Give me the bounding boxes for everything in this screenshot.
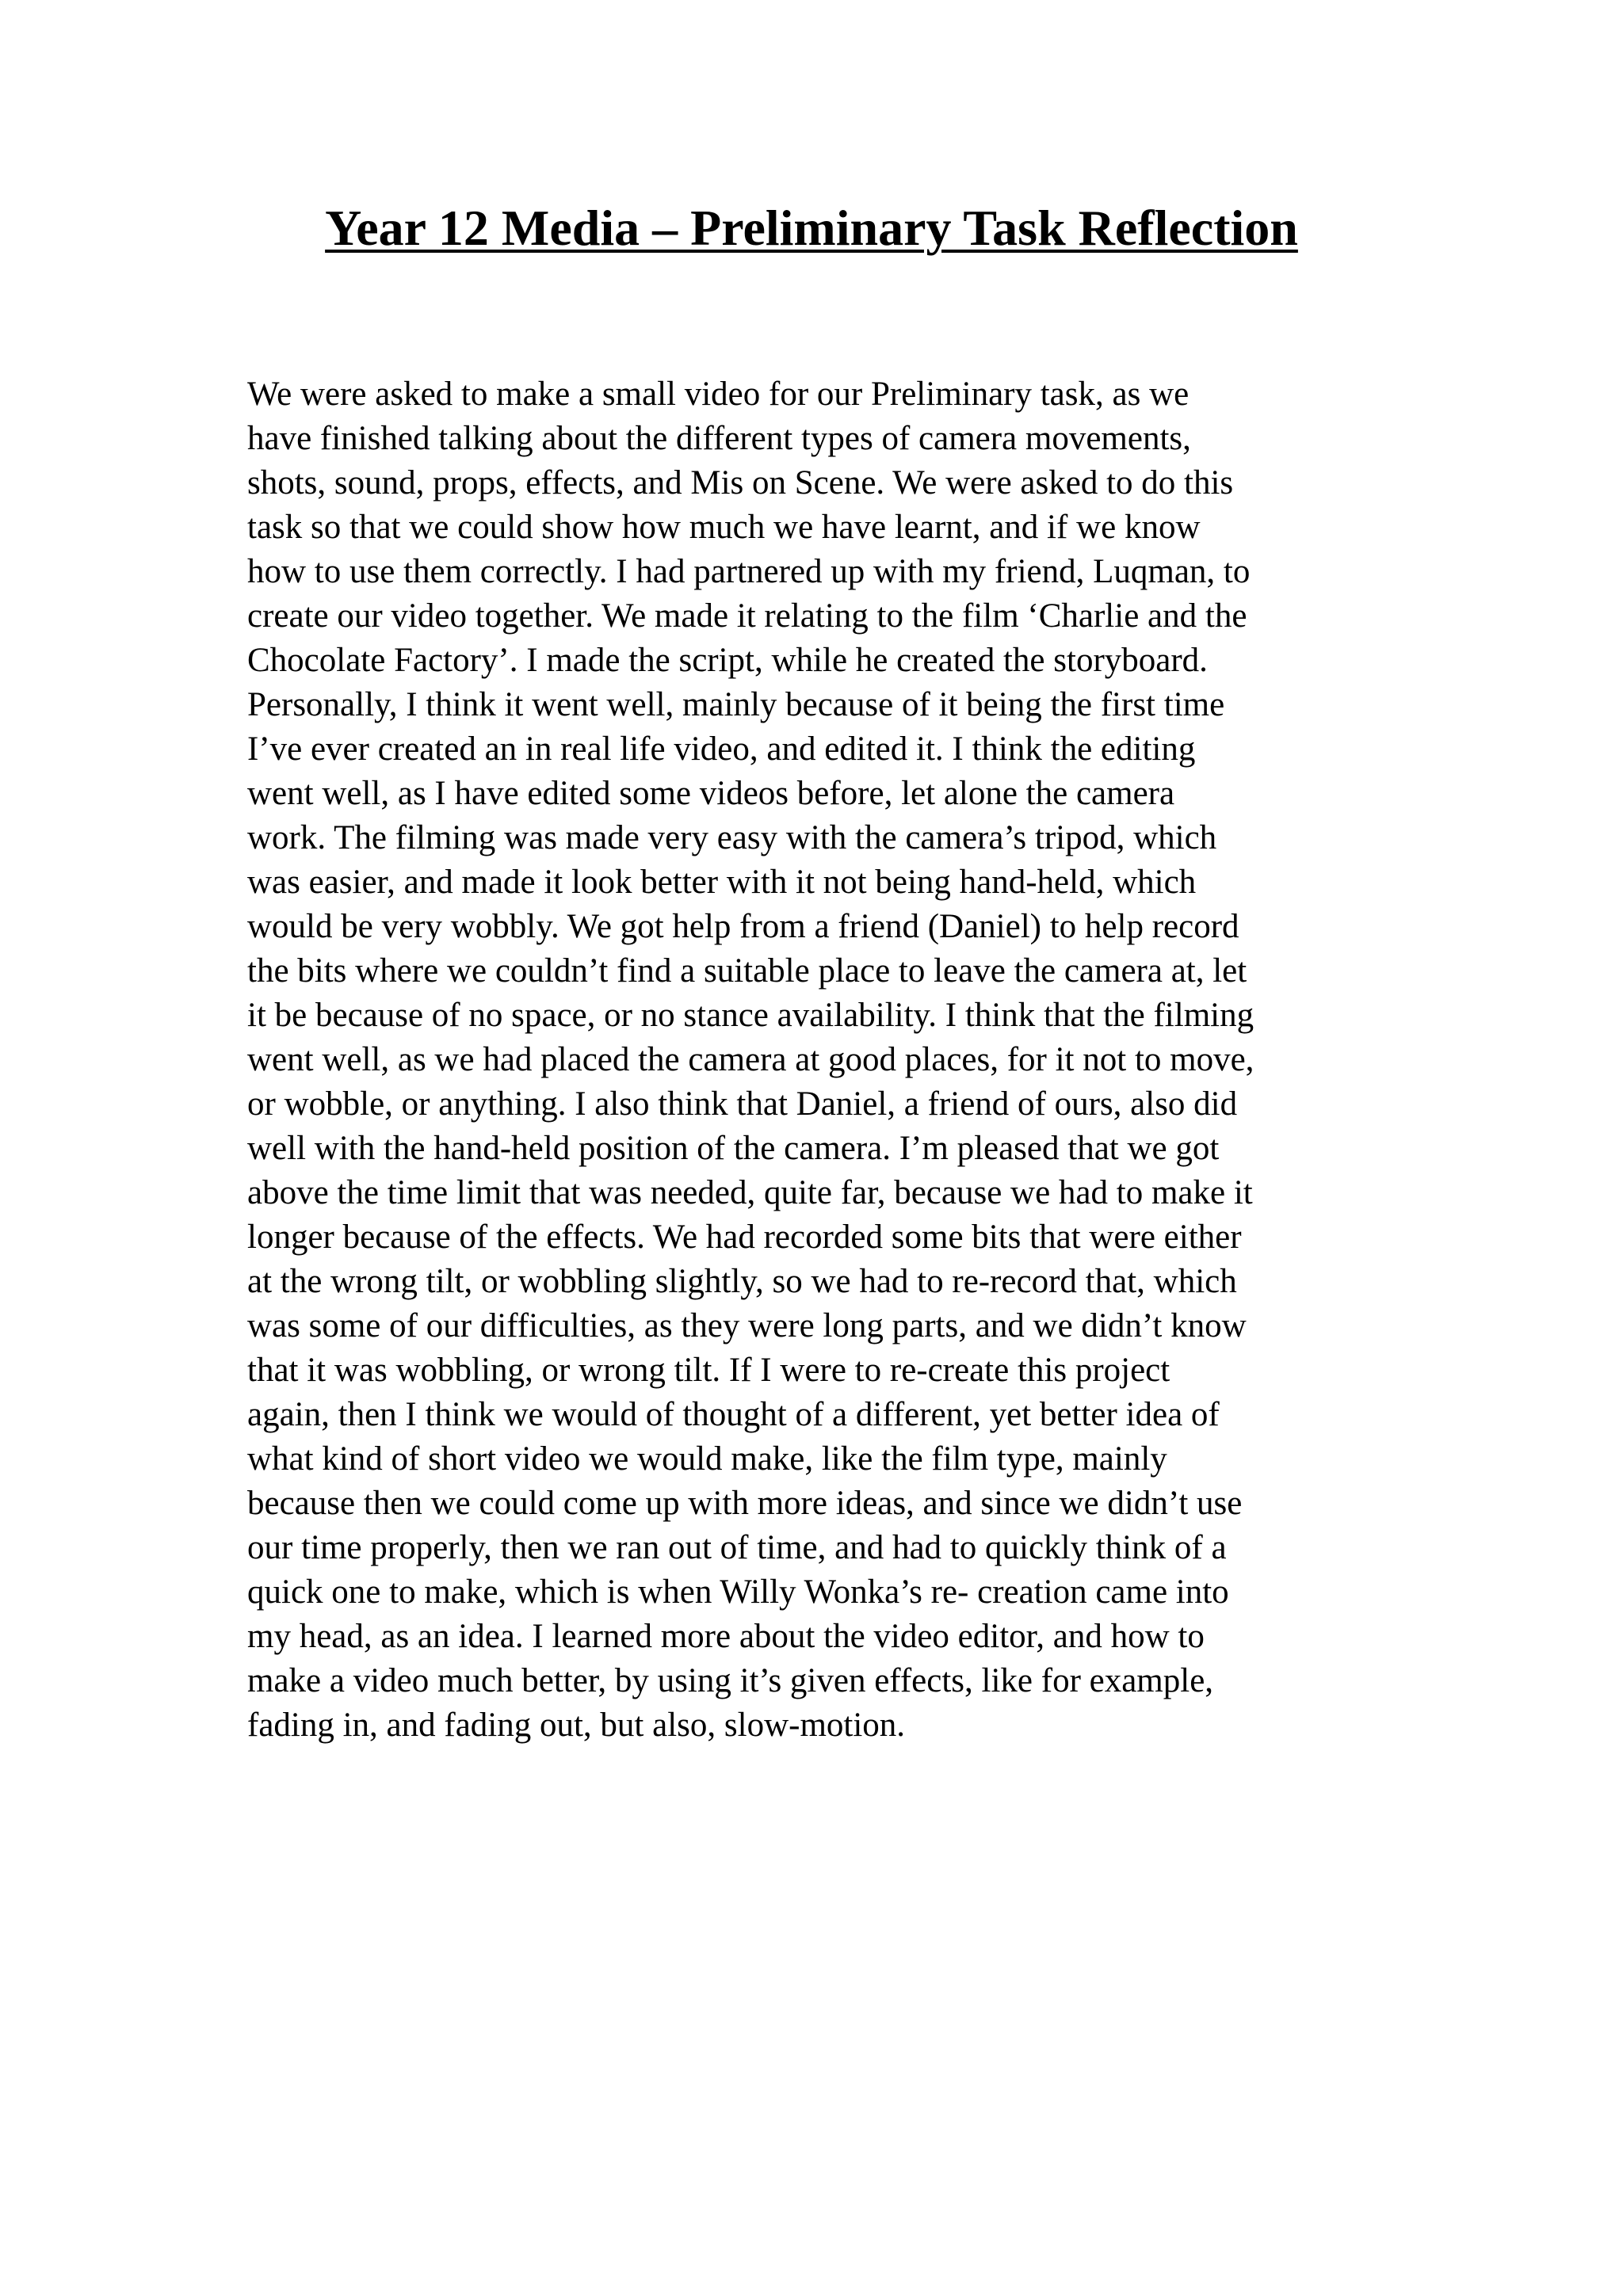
paragraph-line: again, then I think we would of thought of a different, yet better idea of [247,1396,1220,1433]
paragraph-line: above the time limit that was needed, quite far, because we had to make it [247,1174,1253,1211]
paragraph-line: have finished talking about the different types of camera movements, [247,420,1191,457]
paragraph-line: or wobble, or anything. I also think that Daniel, a friend of ours, also did [247,1085,1238,1123]
paragraph-line: quick one to make, which is when Willy Wonka’s re- creation came into [247,1573,1229,1611]
paragraph-line: the bits where we couldn’t find a suitable place to leave the camera at, let [247,952,1247,990]
reflection-paragraph [247,372,1404,1748]
paragraph-line: at the wrong tilt, or wobbling slightly, so we had to re-record that, which [247,1263,1237,1300]
paragraph-line: I’ve ever created an in real life video, and edited it. I think the editing [247,730,1196,768]
paragraph-line: Personally, I think it went well, mainly because of it being the first time [247,686,1225,723]
paragraph-line: We were asked to make a small video for our Preliminary task, as we [247,376,1190,413]
paragraph-line: it be because of no space, or no stance availability. I think that the filming [247,997,1254,1034]
paragraph-line: fading in, and fading out, but also, slow-motion. [247,1707,906,1744]
paragraph-line: my head, as an idea. I learned more about the video editor, and how to [247,1618,1205,1655]
paragraph-line: create our video together. We made it relating to the film ‘Charlie and the [247,597,1247,635]
paragraph-line: Chocolate Factory’. I made the script, while he created the storyboard. [247,642,1208,679]
paragraph-line: make a video much better, by using it’s given effects, like for example, [247,1662,1214,1699]
paragraph-line: longer because of the effects. We had recorded some bits that were either [247,1219,1242,1256]
paragraph-line: went well, as I have edited some videos before, let alone the camera [247,775,1175,812]
paragraph-line: that it was wobbling, or wrong tilt. If I were to re-create this project [247,1352,1170,1389]
paragraph-line: task so that we could show how much we have learnt, and if we know [247,509,1201,546]
paragraph-line: went well, as we had placed the camera at good places, for it not to move, [247,1041,1254,1078]
paragraph-line: what kind of short video we would make, like the film type, mainly [247,1440,1167,1478]
paragraph-line: well with the hand-held position of the camera. I’m pleased that we got [247,1130,1220,1167]
document-title: Year 12 Media – Preliminary Task Reflection [325,200,1298,256]
paragraph-line: our time properly, then we ran out of time, and had to quickly think of a [247,1529,1227,1566]
paragraph-line: would be very wobbly. We got help from a friend (Daniel) to help record [247,908,1239,945]
paragraph-line: was some of our difficulties, as they were long parts, and we didn’t know [247,1307,1247,1344]
paragraph-line: was easier, and made it look better with it not being hand-held, which [247,864,1197,901]
paragraph-line: shots, sound, props, effects, and Mis on Scene. We were asked to do this [247,464,1234,502]
paragraph-line: because then we could come up with more ideas, and since we didn’t use [247,1485,1243,1522]
paragraph-line: work. The filming was made very easy with the camera’s tripod, which [247,819,1217,856]
paragraph-line: how to use them correctly. I had partnered up with my friend, Luqman, to [247,553,1251,590]
